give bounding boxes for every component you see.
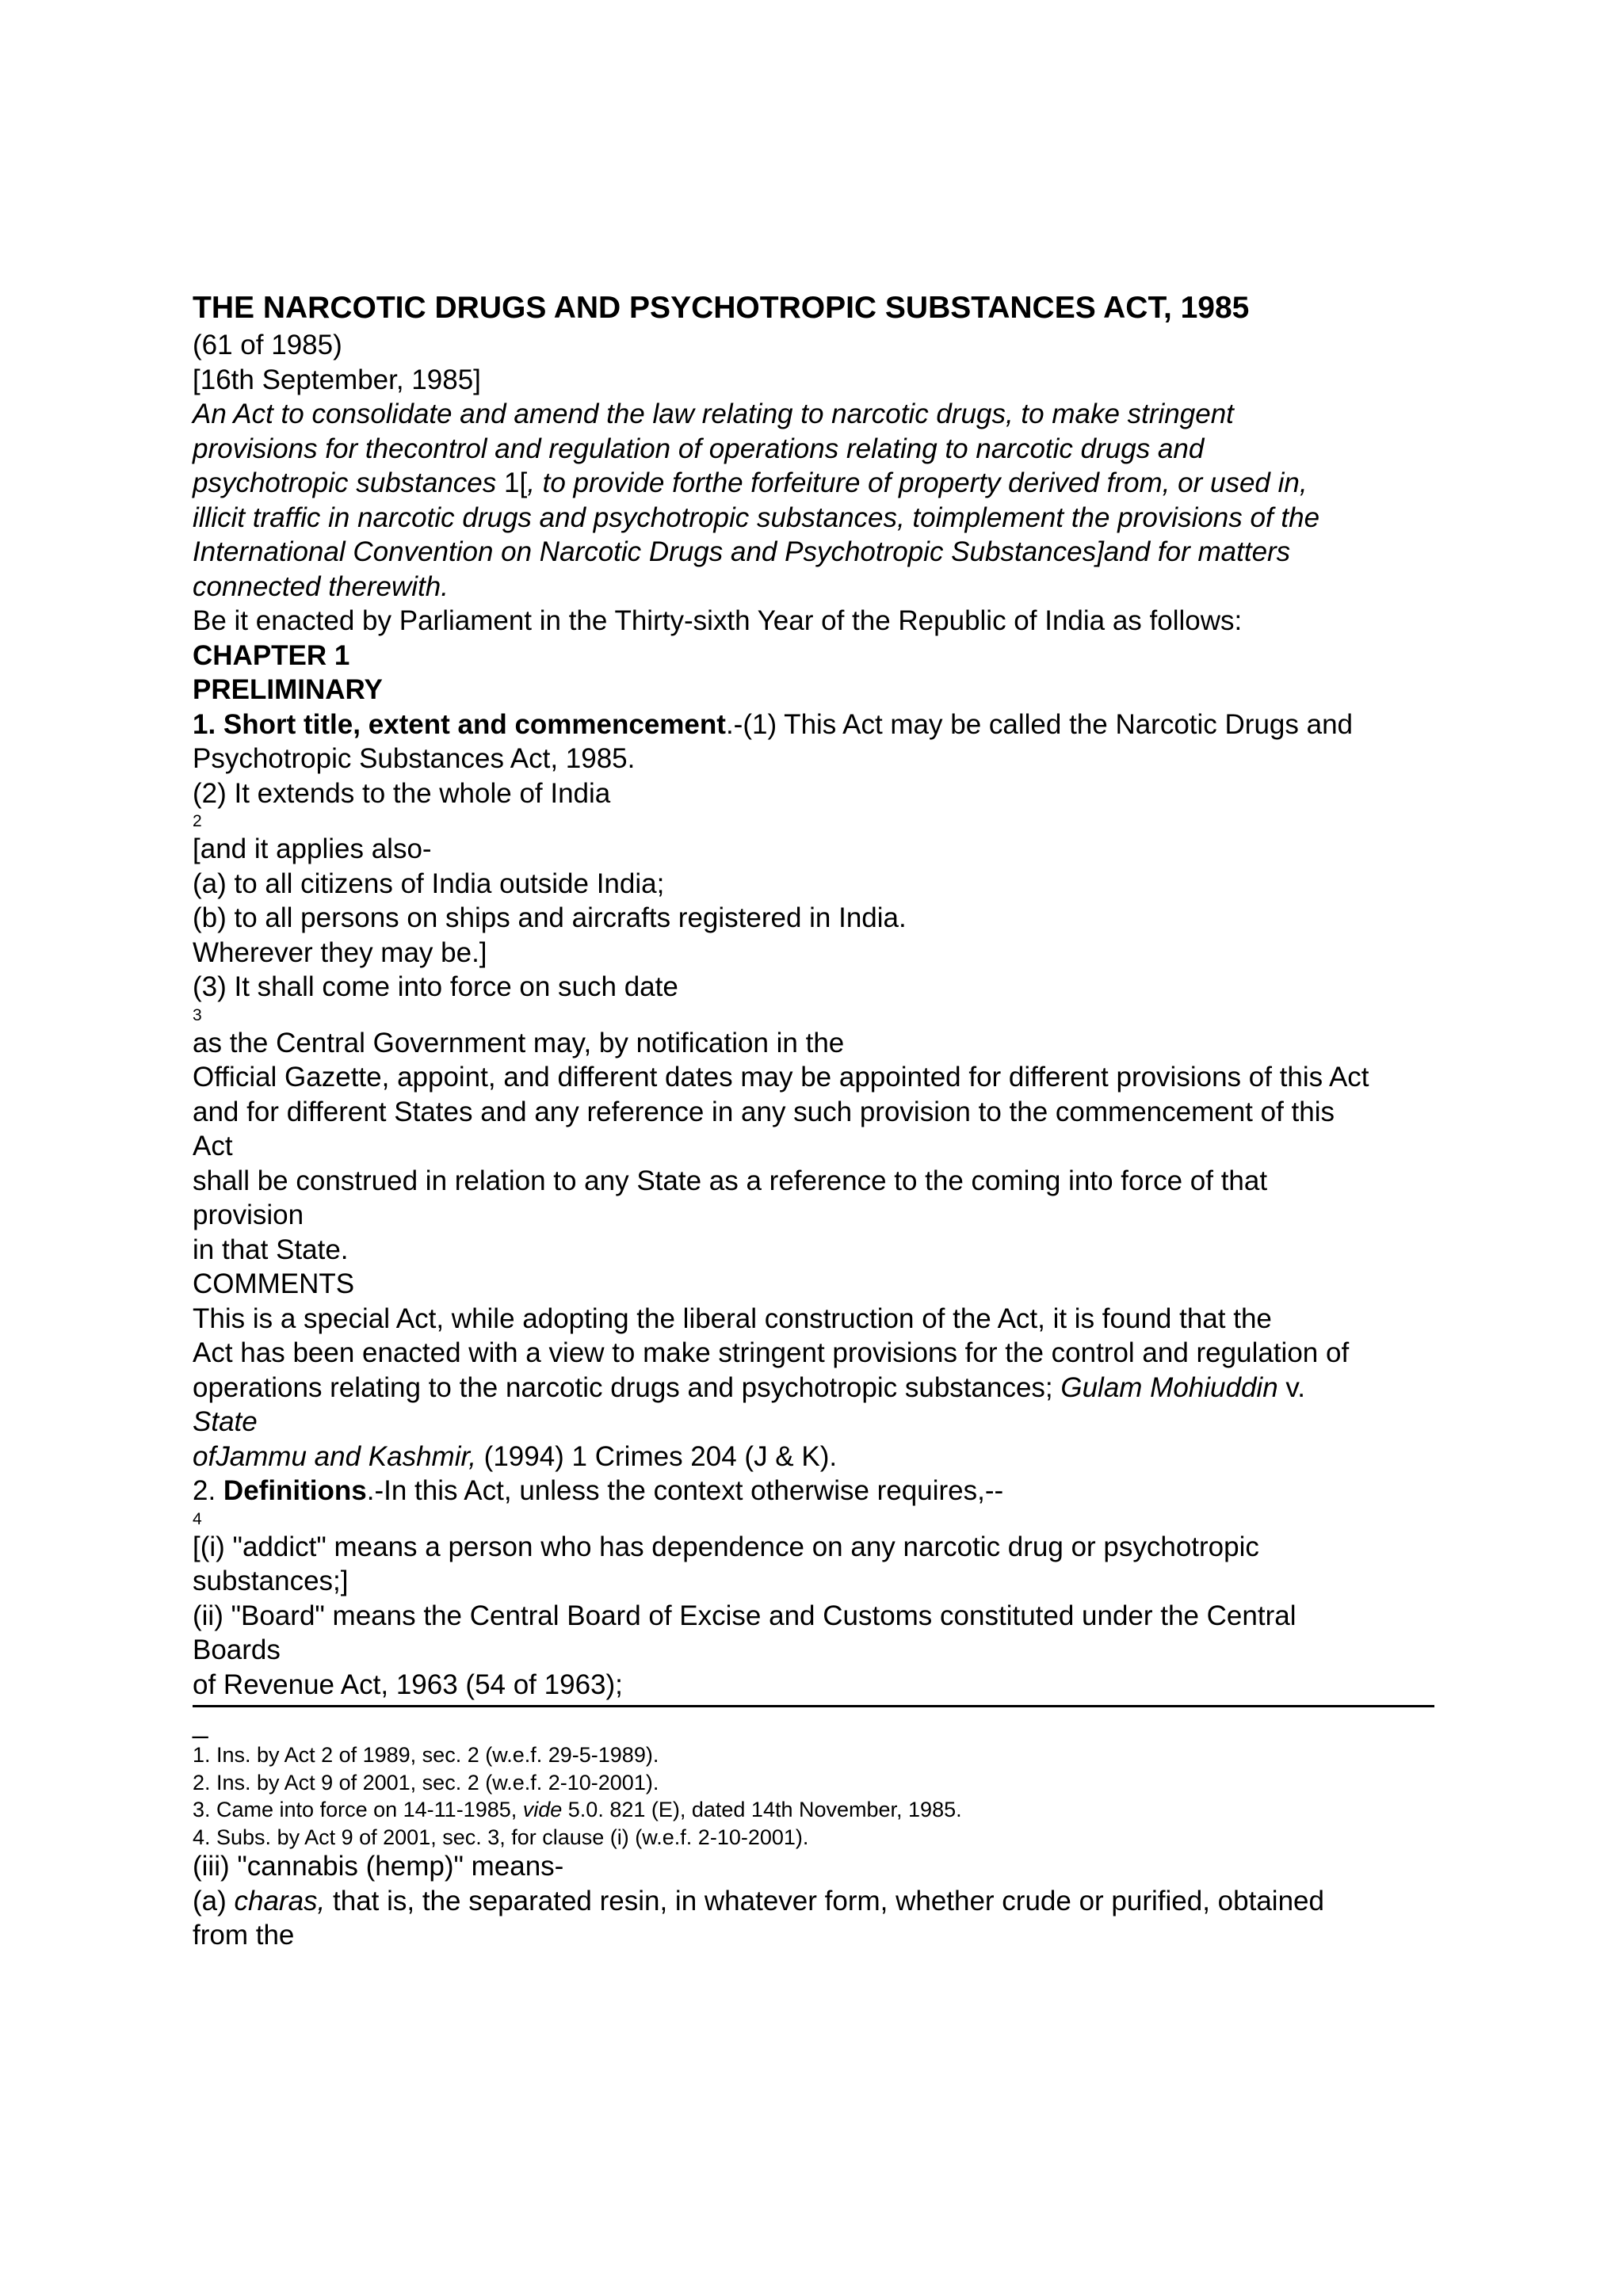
comments-text: v. [1277, 1371, 1306, 1403]
footnote-marker: 3 [193, 1005, 202, 1024]
section-line: Boards [193, 1634, 281, 1665]
section-number: 2. [193, 1475, 223, 1506]
footnote-divider [193, 1705, 1434, 1707]
case-name: ofJammu and Kashmir, [193, 1440, 476, 1472]
section-line: [(i) "addict" means a person who has dependence on any narcotic drug or psychotropic [193, 1531, 1259, 1562]
comments-line: Act has been enacted with a view to make stringent provisions for the control and regulation of [193, 1337, 1350, 1368]
footnote-text: 3. Came into force on 14-11-1985, [193, 1798, 523, 1821]
section-line: shall be construed in relation to any State as a reference to the coming into force of that [193, 1165, 1268, 1196]
preamble-line: illicit traffic in narcotic drugs and psychotropic substances, toimplement the provisions of the [193, 502, 1320, 533]
footnote [193, 1796, 1461, 1824]
footnote: 1. Ins. by Act 2 of 1989, sec. 2 (w.e.f. 29-5-1989). [193, 1743, 659, 1767]
main-text [193, 288, 1461, 1702]
preamble-line: International Convention on Narcotic Drugs and Psychotropic Substances]and for matters [193, 536, 1291, 567]
section-heading: Definitions [223, 1475, 367, 1506]
section-line: (ii) "Board" means the Central Board of Excise and Customs constituted under the Central [193, 1600, 1296, 1631]
definition-line: (iii) "cannabis (hemp)" means- [193, 1851, 564, 1882]
section-heading-line [193, 1474, 1461, 1508]
footnote-text: 5.0. 821 (E), dated 14th November, 1985. [562, 1798, 962, 1821]
section-line: Act [193, 1131, 233, 1161]
act-number: (61 of 1985) [193, 330, 342, 360]
continuation-text [193, 1849, 1476, 1953]
comments-line [193, 1440, 1461, 1474]
section-line: as the Central Government may, by notification in the [193, 1027, 845, 1058]
comments-line [193, 1371, 1461, 1405]
section-heading-line [193, 707, 1461, 742]
footnotes [193, 1741, 1461, 1851]
definition-text: (a) [193, 1885, 235, 1917]
comments [193, 1267, 1461, 1474]
definition-line: from the [193, 1920, 295, 1951]
comments-line: This is a special Act, while adopting the liberal construction of the Act, it is found that the [193, 1302, 1272, 1334]
definition-line [193, 1884, 1476, 1919]
section-line: and for different States and any reference in any such provision to the commencement of this [193, 1096, 1335, 1127]
section-line: (2) It extends to the whole of India [193, 777, 611, 809]
section-line: Psychotropic Substances Act, 1985. [193, 743, 636, 774]
enacting-clause: Be it enacted by Parliament in the Thirty-sixth Year of the Republic of India as follows: [193, 605, 1243, 636]
preamble-line: provisions for thecontrol and regulation of operations relating to narcotic drugs and [193, 433, 1205, 464]
preamble-text: psychotropic substances [193, 467, 504, 498]
footnote-marker: 2 [193, 812, 202, 830]
section-line: in that State. [193, 1234, 349, 1265]
footnote: 2. Ins. by Act 9 of 2001, sec. 2 (w.e.f. 2-10-2001). [193, 1770, 659, 1794]
preamble-line [193, 466, 1461, 501]
section-heading: 1. Short title, extent and commencement [193, 708, 726, 740]
footnote-marker: 4 [193, 1509, 202, 1528]
section-line: provision [193, 1199, 304, 1230]
comments-text: operations relating to the narcotic drugs and psychotropic substances; [193, 1371, 1061, 1403]
preamble-line: An Act to consolidate and amend the law relating to narcotic drugs, to make stringent [193, 399, 1234, 429]
footnote: 4. Subs. by Act 9 of 2001, sec. 3, for clause (i) (w.e.f. 2-10-2001). [193, 1825, 809, 1849]
section-2 [193, 1474, 1461, 1702]
case-name: State [193, 1406, 258, 1437]
section-line: Official Gazette, appoint, and different dates may be appointed for different provisions of this Act [193, 1062, 1369, 1093]
section-line: of Revenue Act, 1963 (54 of 1963); [193, 1669, 623, 1700]
preamble-line: connected therewith. [193, 570, 449, 602]
chapter-name: PRELIMINARY [193, 674, 383, 705]
section-1 [193, 707, 1461, 1268]
definition-text: that is, the separated resin, in whatever form, whether crude or purified, obtained [325, 1885, 1324, 1917]
divider-mark: _ [193, 1708, 208, 1739]
act-title: THE NARCOTIC DRUGS AND PSYCHOTROPIC SUBSTANCES ACT, 1985 [193, 291, 1250, 325]
preamble-text: , to provide forthe forfeiture of property derived from, or used in, [527, 467, 1308, 498]
section-text: .-(1) This Act may be called the Narcotic Drugs and [725, 708, 1354, 740]
section-line: substances;] [193, 1566, 349, 1596]
section-line: (b) to all persons on ships and aircrafts registered in India. [193, 902, 907, 933]
citation: (1994) 1 Crimes 204 (J & K). [475, 1440, 838, 1472]
comments-heading: COMMENTS [193, 1268, 355, 1299]
section-line: (3) It shall come into force on such date [193, 971, 678, 1002]
footnote-ref: 1[ [503, 467, 528, 498]
defined-term: charas, [234, 1885, 326, 1917]
case-name: Gulam Mohiuddin [1060, 1371, 1278, 1403]
chapter-heading: CHAPTER 1 [193, 639, 350, 671]
section-line: Wherever they may be.] [193, 936, 487, 968]
section-line: (a) to all citizens of India outside India; [193, 868, 665, 899]
preamble [193, 397, 1461, 604]
section-line: [and it applies also- [193, 833, 432, 864]
act-date: [16th September, 1985] [193, 364, 481, 395]
section-text: .-In this Act, unless the context otherwise requires,-- [366, 1475, 1004, 1506]
footnote-text: vide [522, 1798, 563, 1821]
